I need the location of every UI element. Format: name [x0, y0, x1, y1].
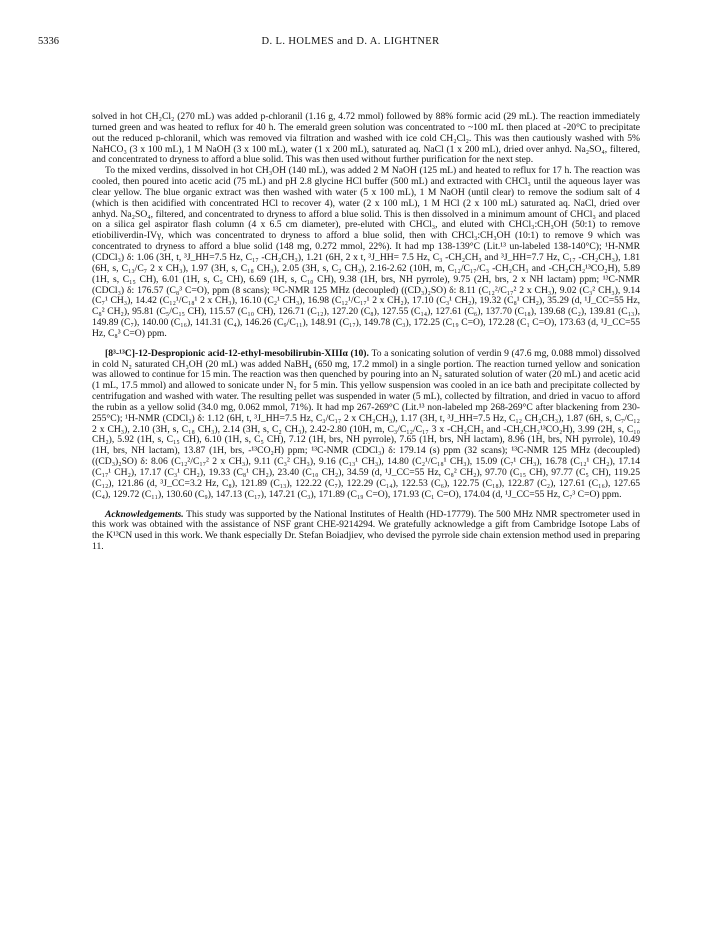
running-head: D. L. HOLMES and D. A. LIGHTNER: [261, 36, 440, 47]
paragraph-mesobilirubin-synthesis: [92, 349, 640, 501]
acknowledgements-text: This study was supported by the National Institutes of Health (HD-17779). The 500 MHz NMR spectrometer used in this work was obtained with the assistance of NSF grant CHE-9214294. We gratefully acknowledge a gift from Cambridge Isotope Labs of the K¹³CN used in this work. We thank especially Dr. Stefan Boiadjiev, who devised the pyrrole side chain extension method used in preparing 11.: [92, 508, 640, 553]
compound-procedure: To a sonicating solution of verdin 9 (47.6 mg, 0.088 mmol) dissolved in cold N₂ saturated CH₃OH (20 mL) was added NaBH₄ (650 mg, 17.2 mmol) in a single portion. The reaction turned yellow and sonication was allowed to continue for 15 min. The reaction was then quenched by pouring into an N₂ saturated solution of water (20 mL) and acetic acid (1 mL, 17.5 mmol) and allowed to sonicate under N₂ for 5 min. This yellow suspension was cooled in an ice bath and precipitate collected by centrifugation and washed with water. The resulting pellet was suspended in water (5 mL), collected by filtration, and dried in vacuo to afford the rubin as a yellow solid (34.0 mg, 0.062 mmol, 71%). It had mp 267-269°C (Lit.¹³ non-labeled mp 268-269°C after blackening from 230-255°C); ¹H-NMR (CDCl₃) δ: 1.12 (6H, t, ³J_HH=7.5 Hz, C₃/C₁₇ 2 x CH₂CH₃), 1.17 (3H, t, ³J_HH=7.5 Hz, C₁₂ CH₂CH₃), 1.87 (6H, s, C₇/C₁₂ 2 x CH₃), 2.10 (3H, s, C₁₈ CH₃), 2.14 (3H, s, C₂ CH₃), 2.42-2.80 (10H, m, C₃/C₁₂/C₁₇ 3 x -CH₂CH₃ and -CH₂CH₂¹³CO₂H), 3.99 (2H, s, C₁₀ CH₂), 5.92 (1H, s, C₁₅ CH), 6.10 (1H, s, C₅ CH), 7.12 (1H, brs, NH pyrrole), 7.65 (1H, brs, NH lactam), 8.96 (1H, brs, NH pyrrole), 10.49 (1H, brs, NH lactam), 13.87 (1H, brs, -¹³CO₂H) ppm; ¹³C-NMR (CDCl₃) δ: 179.14 (s) ppm (32 scans); ¹³C-NMR 125 MHz (decoupled) ((CD₃)₂SO) δ: 8.06 (C₁₂²/C₁₇² 2 x CH₃), 9.11 (C₃² CH₃), 9.16 (C₁₃¹ CH₃), 14.80 (C₂¹/C₁₈¹ CH₃), 15.09 (C₇¹ CH₃), 16.78 (C₁₂¹ CH₂), 17.14 (C₁₇¹ CH₂), 17.17 (C₃¹ CH₂), 19.33 (C₈¹ CH₂), 23.40 (C₁₀ CH₂), 34.59 (d, ¹J_CC=55 Hz, C₈² CH₂), 97.70 (C₁₅ CH), 97.77 (C₅ CH), 119.25 (C₁₂), 121.86 (d, ³J_CC=3.2 Hz, C₈), 121.89 (C₁₃), 122.22 (C₇), 122.29 (C₁₄), 122.53 (C₆), 122.75 (C₁₈), 122.87 (C₂), 127.61 (C₁₆), 127.65 (C₄), 129.72 (C₁₁), 130.60 (C₉), 147.13 (C₁₇), 147.21 (C₃), 171.89 (C₁₉ C=O), 171.93 (C₁ C=O), 174.04 (d, ¹J_CC=55 Hz, C₇³ C=O) ppm.: [92, 347, 640, 500]
article-body: [92, 112, 640, 553]
page-number: 5336: [38, 36, 59, 47]
paragraph-chloranil-oxidation: solved in hot CH₂Cl₂ (270 mL) was added p-chloranil (1.16 g, 4.72 mmol) followed by 88% formic acid (29 mL). The reaction immediately turned green and was heated to reflux for 40 h. The emerald green solution was concentrated to ~100 mL then placed at -20°C to precipitate out the reduced p-chloranil, which was removed via filtration and washed with ice cold CH₂Cl₂. This was then cautiously washed with 5% NaHCO₃ (3 x 100 mL), 1 M NaOH (3 x 100 mL), water (1 x 200 mL), saturated aq. NaCl (1 x 200 mL), dried over anhyd. Na₂SO₄, filtered, and concentrated to dryness to afford a blue solid. This was then used without further purification for the next step.: [92, 111, 640, 166]
page-header: [38, 36, 663, 52]
paragraph-verdin-hydrolysis: To the mixed verdins, dissolved in hot CH₃OH (140 mL), was added 2 M NaOH (125 mL) and heated to reflux for 17 h. The reaction was cooled, then poured into acetic acid (75 mL) and pH 2.8 glycine HCl buffer (500 mL) and extracted with CHCl₃ until the aqueous layer was clear yellow. The blue organic extract was then washed with water (5 x 100 mL), 1 M NaOH (until clear) to remove the sodium salt of 4 (which is then acidified with concentrated HCl to recover 4), water (2 x 100 mL), 1 M HCl (2 x 100 mL) saturated aq. NaCl, dried over anhyd. Na₂SO₄, filtered, and concentrated to dryness to afford a blue solid. This is then dissolved in a minimum amount of CHCl₃ and placed on a silica gel aspirator flash column (4 x 6.5 cm diameter), pre-eluted with CHCl₃, and eluted with CHCl₃:CH₃OH (50:1) to remove etiobiliverdin-IVγ, which was concentrated to dryness to afford a blue solid, then with CHCl₃:CH₃OH (10:1) to remove 9 which was concentrated to dryness to afford a blue solid (148 mg, 0.272 mmol, 22%). It had mp 138-139°C (Lit.¹³ un-labeled 138-140°C); ¹H-NMR (CDCl₃) δ: 1.06 (3H, t, ³J_HH=7.5 Hz, C₁₇ -CH₂CH₃), 1.21 (6H, 2 x t, ³J_HH= 7.5 Hz, C₃ -CH₂CH₃ and ³J_HH=7.7 Hz, C₁₇ -CH₂CH₃), 1.81 (6H, s, C₁₃/C₇ 2 x CH₃), 1.97 (3H, s, C₁₈ CH₃), 2.05 (3H, s, C₂ CH₃), 2.16-2.62 (10H, m, C₁₂/C₁₇/C₃ -CH₂CH₃ and -CH₂CH₂¹³CO₂H), 5.89 (1H, s, C₁₅ CH), 6.01 (1H, s, C₅ CH), 6.69 (1H, s, C₁₀ CH), 9.38 (1H, brs, NH pyrrole), 9.75 (2H, brs, 2 x NH lactam) ppm; ¹³C-NMR (CDCl₃) δ: 176.57 (C₈³ C=O), ppm (8 scans); ¹³C-NMR 125 MHz (decoupled) ((CD₃)₂SO) δ: 8.11 (C₁₂²/C₁₇² 2 x CH₃), 9.02 (C₃² CH₃), 9.14 (C₇¹ CH₃), 14.42 (C₁₂¹/C₁₈¹ 2 x CH₃), 16.10 (C₂¹ CH₃), 16.98 (C₁₂¹/C₁₇¹ 2 x CH₂), 17.10 (C₃¹ CH₂), 19.32 (C₈¹ CH₂), 35.29 (d, ¹J_CC=55 Hz, C₈² CH₂), 95.81 (C₅/C₁₅ CH), 115.57 (C₁₀ CH), 126.71 (C₁₂), 127.20 (C₈), 127.55 (C₁₄), 127.61 (C₆), 137.70 (C₁₈), 139.68 (C₂), 139.81 (C₁₃), 149.89 (C₇), 140.00 (C₁₆), 141.31 (C₄), 146.26 (C₉/C₁₁), 148.91 (C₁₇), 149.78 (C₃), 172.25 (C₁₉ C=O), 172.28 (C₁ C=O), 173.63 (d, ¹J_CC=55 Hz, C₈³ C=O) ppm.: [92, 165, 640, 339]
paragraph-acknowledgements: [92, 510, 640, 553]
compound-heading: [8³-¹³C]-12-Despropionic acid-12-ethyl-mesobilirubin-XIIIα (10).: [105, 347, 369, 359]
acknowledgements-label: Acknowledgements.: [105, 508, 184, 520]
